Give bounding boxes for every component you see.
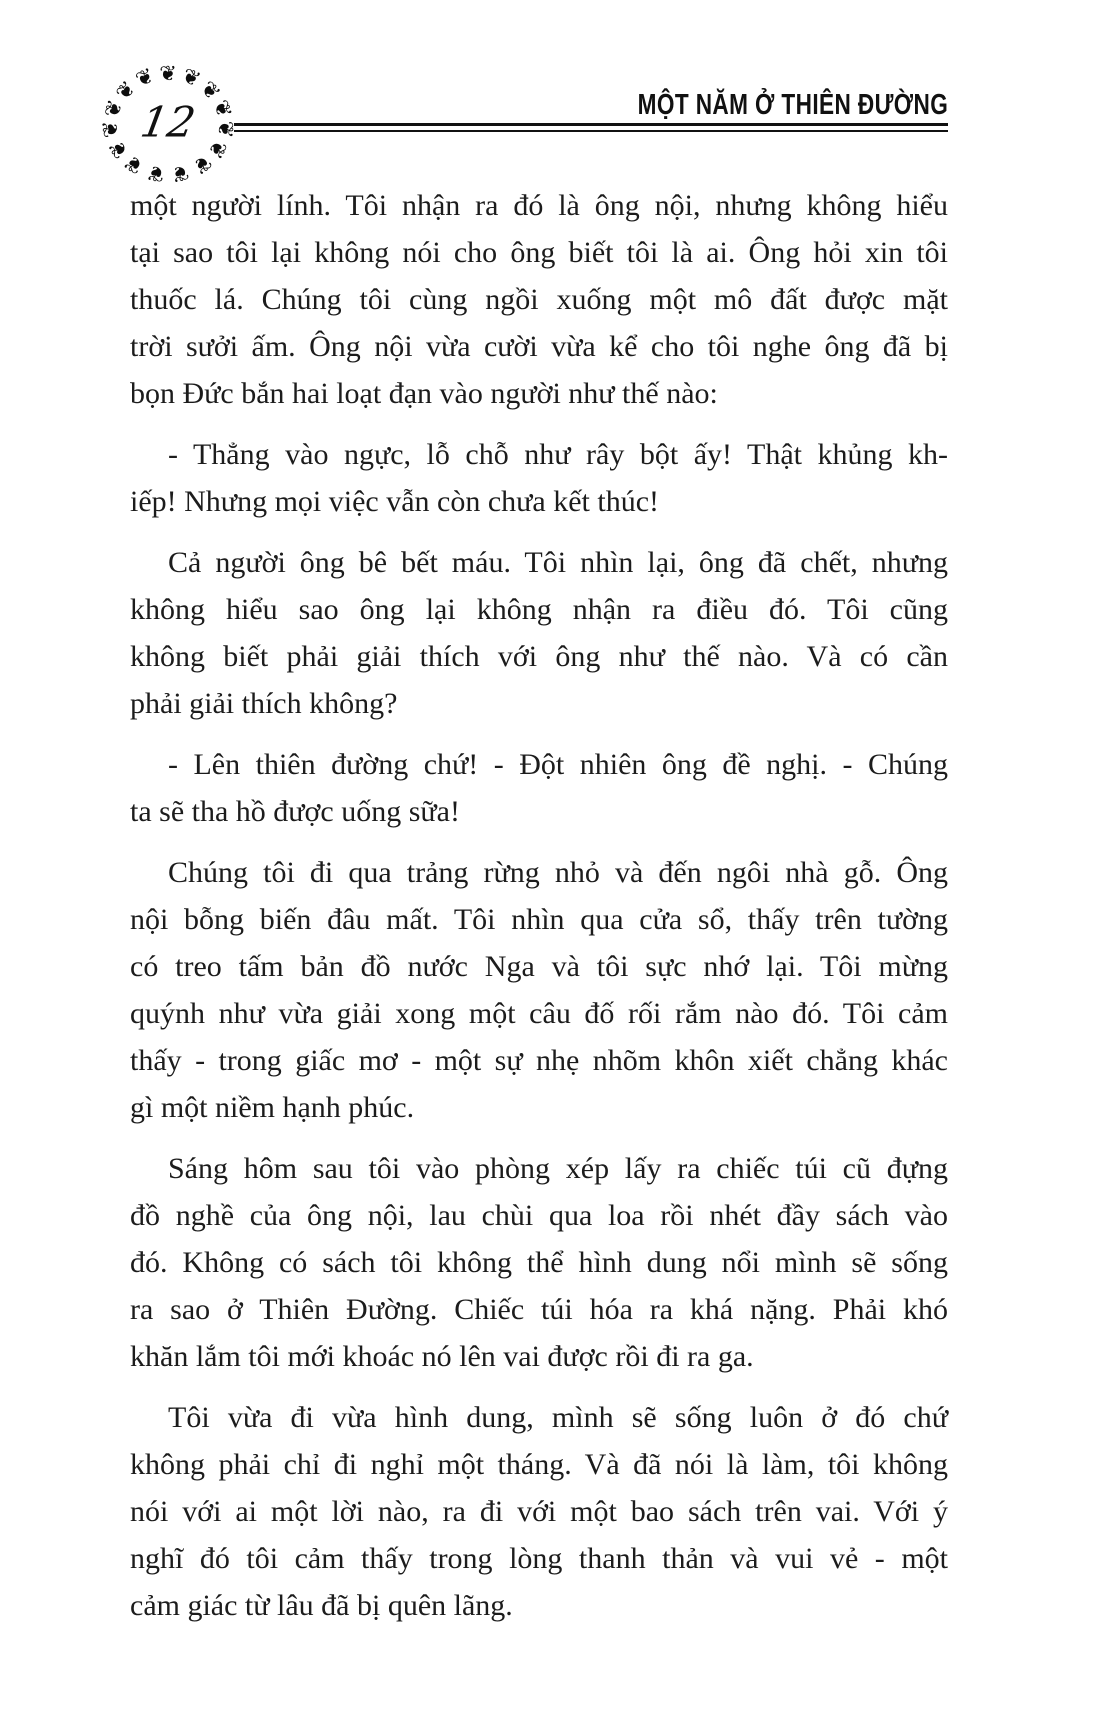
text-line: ra sao ở Thiên Đường. Chiếc túi hóa ra khá nặng. Phải khó [130,1293,948,1326]
text-line: cảm giác từ lâu đã bị quên lãng. [130,1589,513,1622]
body-text [130,182,948,1629]
text-line: Chúng tôi đi qua trảng rừng nhỏ và đến ngôi nhà gỗ. Ông [168,856,948,889]
text-line: - Lên thiên đường chứ! - Đột nhiên ông đề nghị. - Chúng [168,748,948,781]
text-line: tại sao tôi lại không nói cho ông biết tôi là ai. Ông hỏi xin tôi [130,236,948,269]
paragraph [130,849,948,1131]
text-line: - Thẳng vào ngực, lỗ chỗ như rây bột ấy! Thật khủng kh- [168,438,948,471]
text-line: không hiểu sao ông lại không nhận ra điều đó. Tôi cũng [130,593,948,626]
text-line: thuốc lá. Chúng tôi cùng ngồi xuống một mô đất được mặt [130,283,948,316]
text-line: trời sưởi ấm. Ông nội vừa cười vừa kể cho tôi nghe ông đã bị [130,330,948,363]
paragraph [130,1394,948,1629]
header-rule [234,123,948,132]
text-line: một người lính. Tôi nhận ra đó là ông nội, nhưng không hiểu [130,189,948,222]
wreath-curl: ❦ [212,119,239,140]
wreath-curl: ❦ [144,159,168,187]
wreath-curl: ❦ [187,149,216,180]
wreath-curl: ❦ [103,135,133,163]
text-line: khăn lắm tôi mới khoác nó lên vai được rồi đi ra ga. [130,1340,754,1373]
wreath-curl: ❦ [168,159,192,187]
text-line: Cả người ông bê bết máu. Tôi nhìn lại, ông đã chết, nhưng [168,546,948,579]
text-line: không biết phải giải thích với ông như thế nào. Và có cần [130,640,948,673]
text-line: đồ nghề của ông nội, lau chùi qua loa rồi nhét đầy sách vào [130,1199,948,1232]
text-line: nghĩ đó tôi cảm thấy trong lòng thanh thản và vui vẻ - một [130,1542,948,1575]
wreath-curl: ❦ [99,96,128,121]
text-line: Tôi vừa đi vừa hình dung, mình sẽ sống luôn ở đó chứ [168,1401,948,1434]
page-number: 12 [136,97,200,147]
wreath-curl: ❦ [97,119,124,140]
paragraph [130,182,948,417]
text-line: Sáng hôm sau tôi vào phòng xép lấy ra chiếc túi cũ đựng [168,1152,948,1185]
paragraph [130,741,948,835]
text-line: phải giải thích không? [130,687,398,720]
page-number-ornament [96,62,240,188]
wreath-curl: ❦ [202,135,233,163]
text-line: có treo tấm bản đồ nước Nga và tôi sực nhớ lại. Tôi mừng [130,950,948,983]
wreath-curl: ❦ [208,96,237,121]
text-line: nội bỗng biến đâu mất. Tôi nhìn qua cửa sổ, thấy trên tường [130,903,948,936]
text-line: đó. Không có sách tôi không thể hình dung nổi mình sẽ sống [130,1246,948,1279]
wreath-curl: ❦ [131,63,158,93]
wreath-curl: ❦ [120,149,149,180]
paragraph [130,1145,948,1380]
running-title: MỘT NĂM Ở THIÊN ĐƯỜNG [637,89,948,121]
paragraph [130,431,948,525]
text-line: thấy - trong giấc mơ - một sự nhẹ nhõm khôn xiết chẳng khác [130,1044,948,1077]
text-line: quýnh như vừa giải xong một câu đố rối rắm nào đó. Tôi cảm [130,997,948,1030]
text-line: nói với ai một lời nào, ra đi với một bao sách trên vai. Với ý [130,1495,948,1528]
wreath-curl: ❦ [195,75,226,105]
text-line: ta sẽ tha hồ được uống sữa! [130,795,460,828]
paragraph [130,539,948,727]
text-line: không phải chỉ đi nghỉ một tháng. Và đã nói là làm, tôi không [130,1448,948,1481]
text-line: gì một niềm hạnh phúc. [130,1091,415,1124]
wreath-curl: ❦ [110,75,141,105]
text-line: bọn Đức bắn hai loạt đạn vào người như thế nào: [130,377,718,410]
wreath-curl: ❦ [178,63,205,93]
wreath-curl: ❦ [159,61,177,86]
text-line: iếp! Nhưng mọi việc vẫn còn chưa kết thúc! [130,485,660,518]
